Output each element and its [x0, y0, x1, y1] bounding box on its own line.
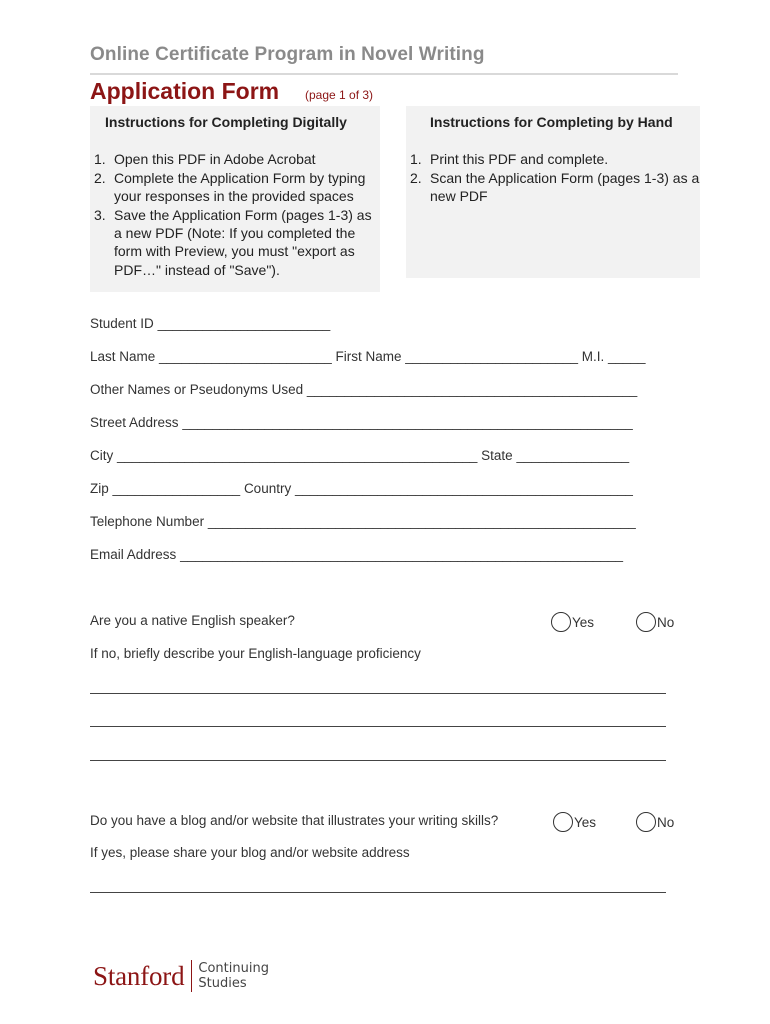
student-id-row [90, 316, 330, 331]
blog-question: Do you have a blog and/or website that illustrates your writing skills? [90, 813, 499, 828]
zip-label: Zip [90, 481, 109, 496]
other-names-field[interactable]: ____________________________________________ [306, 382, 638, 397]
logo-stanford-wordmark: Stanford [93, 960, 185, 991]
blog-no-option[interactable] [636, 812, 674, 832]
state-label: State [481, 448, 513, 463]
name-row [90, 349, 646, 364]
instructions-digital-list [90, 150, 380, 279]
native-english-no-radio[interactable] [636, 612, 656, 632]
program-title: Online Certificate Program in Novel Writing [90, 44, 485, 65]
title-divider [90, 73, 678, 75]
last-name-field[interactable]: _______________________ [159, 349, 332, 364]
instruction-step: 1. Print this PDF and complete. [410, 151, 609, 168]
logo-divider [191, 960, 192, 992]
instruction-step: 1. Open this PDF in Adobe Acrobat [94, 151, 316, 168]
blog-yes-radio[interactable] [553, 812, 573, 832]
street-address-label: Street Address [90, 415, 179, 430]
blog-yes-label: Yes [574, 814, 597, 830]
city-label: City [90, 448, 114, 463]
blog-no-label: No [657, 814, 675, 830]
email-label: Email Address [90, 547, 177, 562]
instruction-step: 3. Save the Application Form (pages 1-3) as a new PDF (Note: If you completed the form with Preview, you must "export as PDF…" instead of "Save"). [94, 206, 372, 278]
native-english-yes-label: Yes [572, 614, 595, 630]
city-field[interactable]: ________________________________________________ [117, 448, 478, 463]
zip-field[interactable]: _________________ [112, 481, 241, 496]
blog-yes-option[interactable] [553, 812, 596, 832]
instructions-hand-box [406, 106, 700, 278]
native-english-yes-option[interactable] [551, 612, 594, 632]
middle-initial-field[interactable]: _____ [608, 349, 646, 364]
student-id-label: Student ID [90, 316, 154, 331]
telephone-row [90, 514, 636, 529]
stanford-continuing-studies-logo [93, 960, 269, 992]
other-names-row [90, 382, 637, 397]
country-label: Country [243, 481, 292, 496]
street-address-row [90, 415, 633, 430]
instructions-hand-heading: Instructions for Completing by Hand [430, 114, 673, 130]
telephone-field[interactable]: _________________________________________________________ [207, 514, 636, 529]
logo-sub-line1: Continuing [198, 961, 269, 976]
country-field[interactable]: _____________________________________________ [294, 481, 633, 496]
email-row [90, 547, 623, 562]
logo-subtitle [198, 961, 269, 991]
blog-answer-line[interactable] [90, 892, 666, 893]
page-indicator: (page 1 of 3) [305, 88, 374, 102]
first-name-label: First Name [335, 349, 402, 364]
native-english-no-option[interactable] [636, 612, 674, 632]
street-address-field[interactable]: ____________________________________________________________ [182, 415, 633, 430]
native-english-followup: If no, briefly describe your English-language proficiency [90, 646, 421, 661]
blog-no-radio[interactable] [636, 812, 656, 832]
native-english-yes-radio[interactable] [551, 612, 571, 632]
middle-initial-label: M.I. [581, 349, 605, 364]
proficiency-answer-line-2[interactable] [90, 726, 666, 727]
instructions-digital-box [90, 106, 380, 292]
other-names-label: Other Names or Pseudonyms Used [90, 382, 304, 397]
proficiency-answer-line-3[interactable] [90, 760, 666, 761]
telephone-label: Telephone Number [90, 514, 205, 529]
instruction-step: 2. Scan the Application Form (pages 1-3) as a new PDF [410, 169, 700, 205]
email-field[interactable]: ___________________________________________________________ [180, 547, 624, 562]
student-id-field[interactable]: _______________________ [157, 316, 331, 331]
blog-followup: If yes, please share your blog and/or website address [90, 845, 410, 860]
native-english-question: Are you a native English speaker? [90, 613, 295, 628]
instructions-digital-heading: Instructions for Completing Digitally [105, 114, 347, 130]
native-english-no-label: No [657, 614, 675, 630]
zip-country-row [90, 481, 633, 496]
instruction-step: 2. Complete the Application Form by typing your responses in the provided spaces [94, 169, 366, 205]
form-title: Application Form [90, 78, 280, 104]
logo-sub-line2: Studies [198, 976, 247, 991]
proficiency-answer-line-1[interactable] [90, 693, 666, 694]
city-state-row [90, 448, 629, 463]
first-name-field[interactable]: _______________________ [405, 349, 578, 364]
last-name-label: Last Name [90, 349, 156, 364]
state-field[interactable]: _______________ [516, 448, 630, 463]
instructions-hand-list [406, 150, 700, 205]
